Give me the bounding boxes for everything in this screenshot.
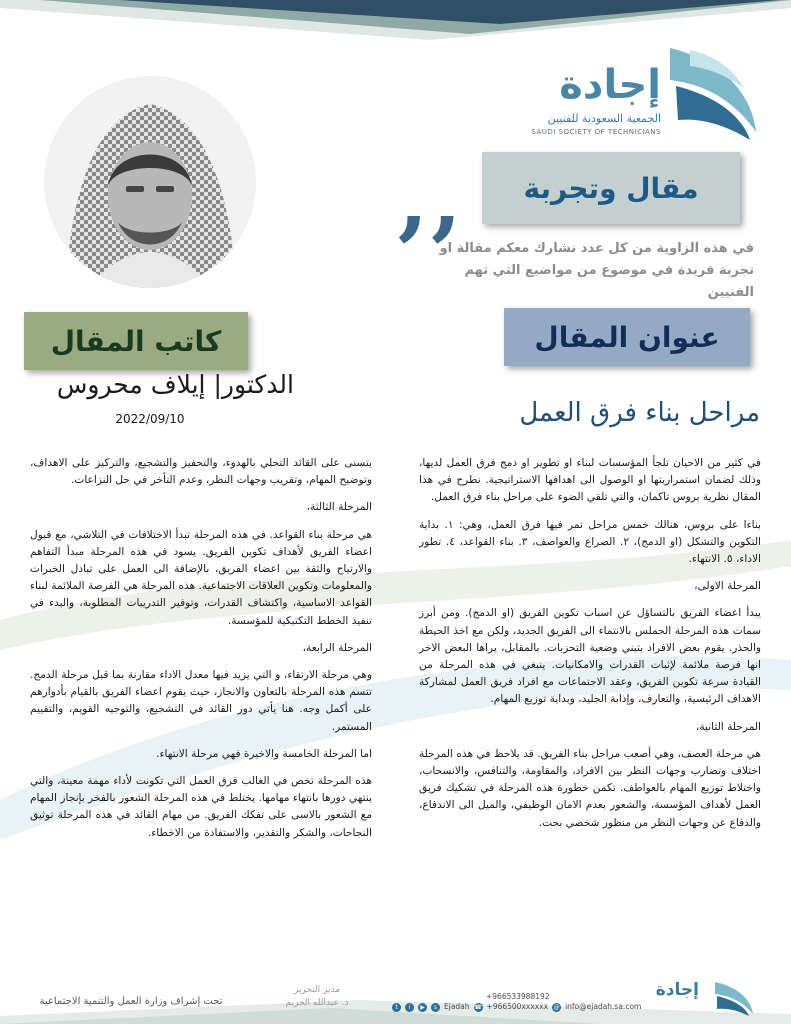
footer-email[interactable]: info@ejadah.sa.com [565,1002,642,1011]
author-portrait [44,76,256,288]
paragraph: هذه المرحلة تخص في الغالب فرق العمل التي تكونت لأداء مهمة معينة، والتي ينتهي دورها بانتهاء مهامها. يختلط في هذه المرحلة الشعور بالفخر بإنجاز المهام مع الشعور بالاسى على تفكك الفريق. من مهام القائد في هذه المرحلة توثيق النجاحات، والشكر والتقدير، والاستفادة من الاخطاء. [30,775,372,839]
paragraph: في كثير من الاحيان تلجأ المؤسسات لبناء او تطوير او دمج فرق العمل لديها، وذلك لضمان استمراريتها او الوصول الى اهدافها الاستراتيجية. نطرح في هذا المقال نظرية بروس تاكمان، والتي تلقي الضوء على مراحل بناء فرق العمل. [419,457,761,504]
footer-social-row [392,1002,642,1012]
author-label: كاتب المقال [24,312,248,370]
footer-editor [282,984,352,1010]
stage-heading: المرحلة الثانية، [695,720,761,733]
logo-arabic-subtitle: الجمعية السعودية للفنيين [547,112,661,125]
article-date: 2022/09/10 [115,412,185,426]
stage-heading: المرحلة الاولى، [694,580,761,593]
snapchat-icon: s [431,1003,440,1012]
section-title-box: مقال وتجربة [482,152,740,224]
article-title-label: عنوان المقال [504,308,750,366]
section-intro-text: في هذه الزاوية من كل عدد نشارك معكم مقالة او تجربة فريدة في موضوع من مواضيع التي تهم الفنيين [439,241,754,300]
logo-wordmark: إجادة [559,62,661,108]
paragraph: وهي مرحلة الارتقاء، و التي يزيد فيها معدل الاداء مقارنة بما قبل مرحلة الدمج. تتسم هذه المرحلة بالتعاون والانجاز، حيث يقوم اعضاء الفريق بالقيام بأدوارهم على أكمل وجه. هنا يأتي دور القائد في التشجيع، والتوجيه القويم، والتقييم المستمر. [30,669,372,733]
footer-editor-name: د. عبدالله الحزيم [285,998,349,1008]
paragraph: هي مرحلة العصف، وهي أصعب مراحل بناء الفريق. قد يلاحظ في هذه المرحلة اختلاف وتضارب وجهات النظر بين الافراد، والمقاومة، والتنافس، والانسحاب، واختلاط توزيع المهام بالعواطف. تكمن خطورة هذه المرحلة في تشكيك فريق العمل لأهداف المؤسسة، والشعور بعدم الامان الوظيفي، والميل الى الاندفاع، والدفاع عن وجهات النظر من منظور شخصي بحت. [419,747,761,829]
footer-editor-label: مدير التحرير [293,985,341,995]
paragraph: بناءا على بروس، هنالك خمس مراحل تمر فيها فرق العمل، وهي: ١. بداية التكوين والتشكل (او الدمج)، ٢. الصراع والعواصف، ٣. بناء القواعد، ٤. تطور الاداء، ٥. الانتهاء. [419,518,761,566]
twitter-icon: t [392,1003,401,1012]
paragraph: اما المرحلة الخامسة والاخيرة فهي مرحلة الانتهاء. [156,747,372,760]
logo-english-subtitle: SAUDI SOCIETY OF TECHNICIANS [531,128,661,136]
quote-mark-decoration: ‚‚ [396,141,463,254]
footer-logo-wordmark: إجادة [655,980,699,1000]
article-headline: مراحل بناء فرق العمل [519,398,760,428]
footer-handle[interactable]: Ejadah [444,1002,470,1011]
instagram-icon: i [405,1003,414,1012]
footer-phone-row [392,992,642,1002]
paragraph: هي مرحلة بناء القواعد. في هذه المرحلة تبدأ الاختلافات في التلاشي، مع قبول اعضاء الفريق لأهداف تكوين الفريق. يسود في هذه المرحلة مبدأ التفاهم والارتياح والثقة بين اعضاء الفريق، بالإضافة الى العمل على تبادل الخبرات والمعلومات وتكوين العلاقات الاجتماعية. هذه المرحلة هي الفرصة الملائمة لبناء القواعد الاساسية، واكتشاف القدرات، وتوفير التدريبات المطلوبة، والبدء في تنفيذ الخطط التكتيكية للمؤسسة. [30,528,372,627]
stage-heading: المرحلة الثالثة، [306,501,372,514]
youtube-icon: ▶ [418,1003,427,1012]
email-icon: @ [553,1003,560,1011]
stage-heading: المرحلة الرابعة، [302,641,372,654]
top-decorative-band [0,0,791,42]
article-column-left [30,455,372,852]
author-name: الدكتور| إيلاف محروس [56,370,294,399]
phone-icon: ☎ [474,1003,482,1011]
paragraph: يتسنى على القائد التحلي بالهدوء، والتحفيز والتشجيع، والتركيز على الاهداف، وتوضيح المهام، وتقريب وجهات النظر، وعدم التأخر في حل النزاعات. [30,457,372,487]
paragraph: يبدأ اعضاء الفريق بالتساؤل عن اسباب تكوين الفريق (او الدمج). ومن أبرز سمات هذه المرحلة الحملس بالانتماء الى الفريق الجديد، ولكن مع اخذ الحيطة والحذر. يقوم بعض الافراد بتبني وضعية التحزبات. بالمقابل، يراها البعض الاخر انها فرصة ملائمة لإثبات القدرات والامكانيات. ينبغي في هذه المرحلة من القيادة سرعة تكوين الفريق، وعقد الاجتماعات مع افراد فريق العمل لمشاركة الاهداف الرئيسية، والتعارف، وإذابة الجليد، وبداية توزيع المهام. [419,607,761,706]
footer-contact [392,992,642,1012]
footer-ministry-note: تحت إشراف وزارة العمل والتنمية الاجتماعية [39,996,223,1007]
footer-phone-2[interactable]: +966500xxxxxx [486,1002,549,1011]
footer-phone-1: +966533988192 [486,992,550,1001]
article-column-right [419,455,761,842]
